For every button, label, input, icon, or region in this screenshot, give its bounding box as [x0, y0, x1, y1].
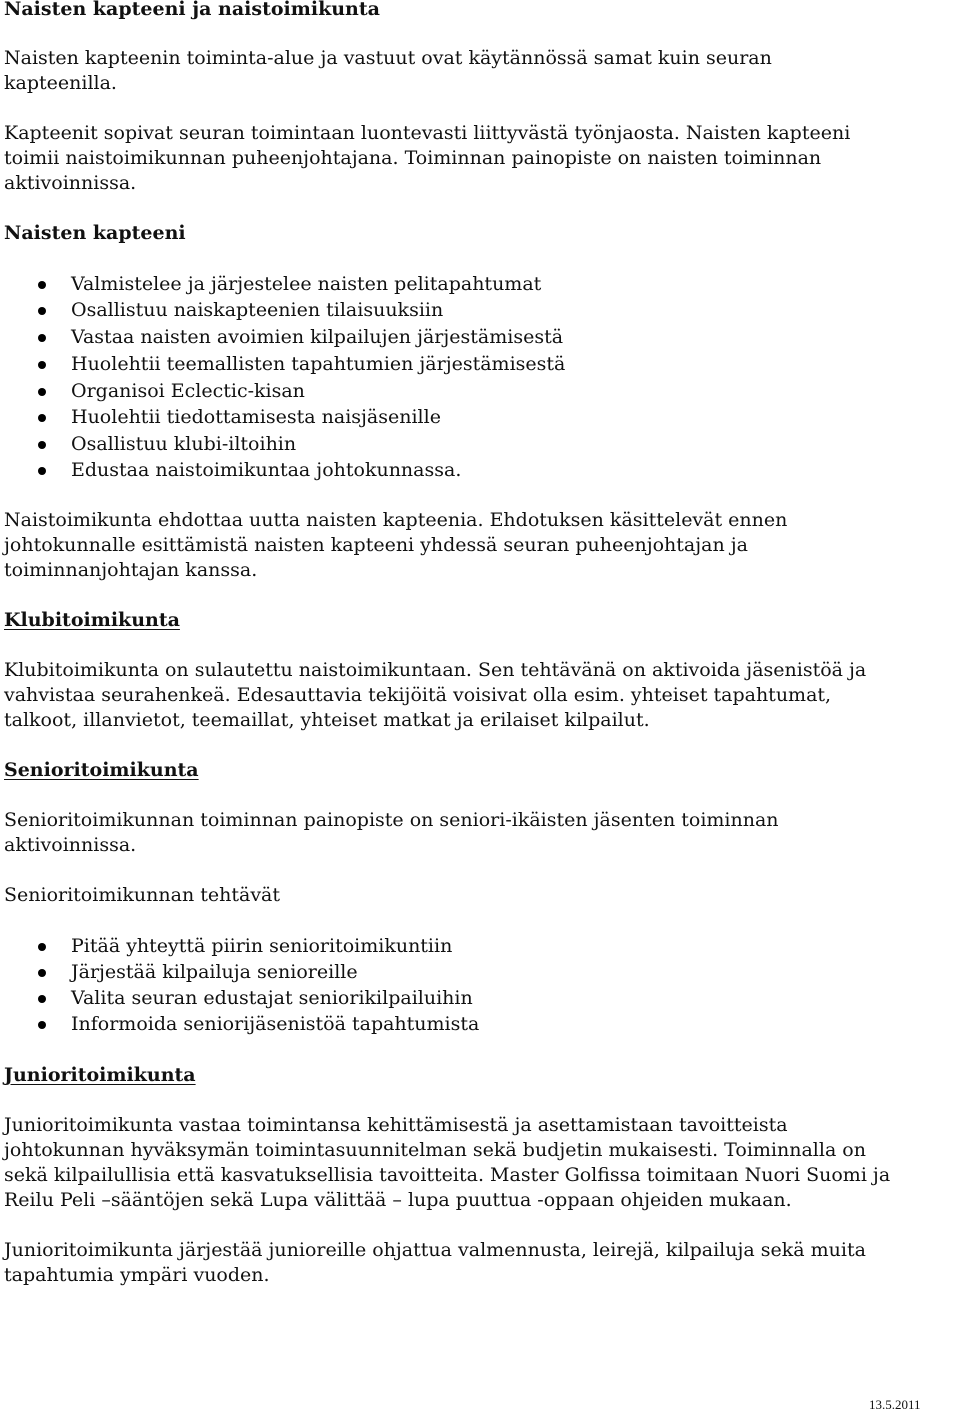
paragraph-line: toiminnanjohtajan kanssa.: [4, 559, 258, 581]
paragraph-line: johtokunnan hyväksymän toimintasuunnitelman sekä budjetin mukaisesti. Toiminnalla on: [4, 1139, 866, 1161]
footer-date: 13.5.2011: [869, 1397, 921, 1412]
bullet-icon: [38, 995, 46, 1003]
subheading-senioritoimikunnan-tehtavat: Senioritoimikunnan tehtävät: [4, 884, 281, 906]
paragraph-line: Kapteenit sopivat seuran toimintaan luontevasti liittyvästä työnjaosta. Naisten kapteeni: [4, 122, 851, 144]
paragraph-line: vahvistaa seurahenkeä. Edesauttavia tekijöitä voisivat olla esim. yhteiset tapahtumat,: [4, 684, 832, 706]
paragraph-line: Senioritoimikunnan toiminnan painopiste on seniori-ikäisten jäsenten toiminnan: [4, 809, 779, 831]
paragraph-line: Junioritoimikunta vastaa toimintansa kehittämisestä ja asettamistaan tavoitteista: [4, 1114, 788, 1136]
paragraph-line: Klubitoimikunta on sulautettu naistoimikuntaan. Sen tehtävänä on aktivoida jäsenistöä ja: [4, 659, 867, 681]
paragraph-line: tapahtumia ympäri vuoden.: [4, 1264, 270, 1286]
bullet-icon: [38, 361, 46, 369]
bullet-icon: [38, 467, 46, 475]
paragraph-line: talkoot, illanvietot, teemaillat, yhteiset matkat ja erilaiset kilpailut.: [4, 709, 650, 731]
bullet-icon: [38, 334, 46, 342]
paragraph-line: Reilu Peli –sääntöjen sekä Lupa välittää – lupa puuttua -oppaan ohjeiden mukaan.: [4, 1189, 792, 1211]
heading-naisten-kapteeni: Naisten kapteeni: [4, 222, 186, 244]
bullet-icon: [38, 441, 46, 449]
bullet-icon: [38, 1021, 46, 1029]
paragraph-line: kapteenilla.: [4, 72, 117, 94]
bullet-icon: [38, 414, 46, 422]
paragraph-line: sekä kilpailullisia että kasvatuksellisia tavoitteita. Master Golfissa toimitaan Nuori Suomi ja: [4, 1164, 891, 1186]
paragraph-line: Junioritoimikunta järjestää junioreille ohjattua valmennusta, leirejä, kilpailuja sekä muita: [4, 1239, 866, 1261]
heading-naistoimikunta: Naisten kapteeni ja naistoimikunta: [4, 0, 380, 20]
paragraph-line: Naisten kapteenin toiminta-alue ja vastuut ovat käytännössä samat kuin seuran: [4, 47, 772, 69]
paragraph-line: Naistoimikunta ehdottaa uutta naisten kapteenia. Ehdotuksen käsittelevät ennen: [4, 509, 788, 531]
paragraph-line: aktivoinnissa.: [4, 834, 137, 856]
paragraph-line: aktivoinnissa.: [4, 172, 137, 194]
bullet-icon: [38, 307, 46, 315]
paragraph-line: johtokunnalle esittämistä naisten kapteeni yhdessä seuran puheenjohtajan ja: [4, 534, 748, 556]
heading-klubitoimikunta: Klubitoimikunta: [4, 609, 180, 631]
bullet-icon: [38, 281, 46, 289]
bullet-icon: [38, 969, 46, 977]
bullet-icon: [38, 943, 46, 951]
paragraph-line: toimii naistoimikunnan puheenjohtajana. Toiminnan painopiste on naisten toiminnan: [4, 147, 822, 169]
heading-junioritoimikunta: Junioritoimikunta: [4, 1064, 196, 1086]
bullet-icon: [38, 388, 46, 396]
heading-senioritoimikunta: Senioritoimikunta: [4, 759, 199, 781]
